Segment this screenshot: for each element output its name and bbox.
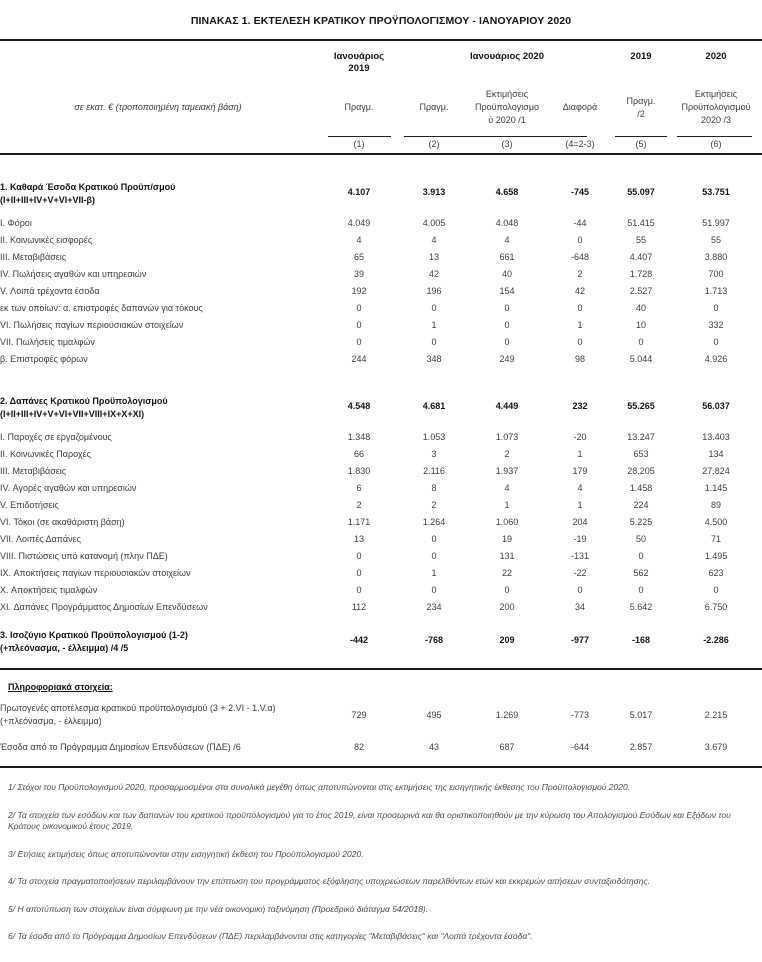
section-title-line: 3. Ισοζύγιο Κρατικού Προϋπολογισμού (1-2) bbox=[0, 630, 188, 640]
row-label bbox=[0, 694, 316, 732]
sub-header-line: Προϋπολογισμού bbox=[681, 102, 751, 112]
value-cell: 55.265 bbox=[627, 401, 655, 411]
footnotes bbox=[0, 768, 762, 943]
value-cell: 495 bbox=[426, 710, 442, 720]
value-cell: 1.060 bbox=[495, 516, 519, 527]
table-row bbox=[0, 428, 762, 445]
value-cell: 4 bbox=[504, 234, 510, 245]
table-row bbox=[0, 214, 762, 231]
table-row bbox=[0, 248, 762, 265]
value-cell: 4 bbox=[356, 234, 362, 245]
sub-header-line: Προϋπολογισμο bbox=[474, 102, 540, 112]
table-row bbox=[0, 231, 762, 248]
col-group-line: Ιανουάριος bbox=[333, 51, 385, 62]
value-cell: 4.548 bbox=[347, 401, 371, 411]
row-label-line: (+πλεόνασμα, - έλλειμμα) bbox=[0, 716, 102, 726]
section-formula-line: (I+II+III+IV+V+VI+VII+VIII+IX+X+XI) bbox=[0, 408, 145, 419]
value-cell: 0 bbox=[431, 533, 437, 544]
row-label: Έσοδα από το Πρόγραμμα Δημοσίων Επενδύσεων (ΠΔΕ) /6 bbox=[0, 732, 316, 767]
section-formula-line: (I+II+III+IV+V+VI+VII-β) bbox=[0, 194, 96, 205]
value-cell: 0 bbox=[577, 584, 583, 595]
value-cell: 2.116 bbox=[423, 465, 445, 476]
value-cell: 4.049 bbox=[347, 217, 371, 228]
unit-label: σε εκατ. € (τροποποιημένη ταμειακή βάση) bbox=[74, 102, 242, 112]
value-cell: 4.107 bbox=[347, 187, 371, 197]
row-label: VIII. Πιστώσεις υπό κατανομή (πλην ΠΔΕ) bbox=[0, 550, 168, 561]
value-cell: 4.005 bbox=[422, 217, 446, 228]
row-label: V. Επιδοτήσεις bbox=[0, 499, 59, 510]
section-2-header-row bbox=[0, 395, 762, 420]
row-label: III. Μεταβιβάσεις bbox=[0, 465, 67, 476]
value-cell: 0 bbox=[356, 584, 362, 595]
value-cell: 196 bbox=[426, 285, 442, 296]
value-cell: 8 bbox=[431, 482, 437, 493]
row-label: XI. Δαπάνες Προγράμματος Δημοσίων Επενδύσεων bbox=[0, 601, 208, 612]
value-cell: 192 bbox=[351, 285, 367, 296]
table-row bbox=[0, 547, 762, 564]
value-cell: 0 bbox=[431, 550, 437, 561]
table-row bbox=[0, 513, 762, 530]
row-label: εκ των οποίων: α. επιστροφές δαπανών για τόκους bbox=[0, 302, 203, 313]
value-cell: 0 bbox=[431, 336, 437, 347]
value-cell: 0 bbox=[504, 584, 510, 595]
value-cell: 13.247 bbox=[627, 431, 655, 442]
row-label: IV. Πωλήσεις αγαθών και υπηρεσιών bbox=[0, 268, 147, 279]
info-row bbox=[0, 732, 762, 767]
value-cell: 22 bbox=[501, 567, 512, 578]
table-row bbox=[0, 299, 762, 316]
footnote-5: 5/ Η αποτύπωση των στοιχείων είναι σύμφωνη με την νέα οικονομική ταξινόμηση (Προεδρικό διάταγμα 54/2018). bbox=[8, 903, 429, 914]
value-cell: 19 bbox=[501, 533, 512, 544]
table-row bbox=[0, 282, 762, 299]
section-1-header-row bbox=[0, 181, 762, 206]
value-cell: 1.073 bbox=[495, 431, 519, 442]
row-label: VII. Λοιπές Δαπάνες bbox=[0, 533, 81, 544]
value-cell: 56.037 bbox=[702, 401, 730, 411]
value-cell: 51.415 bbox=[627, 217, 655, 228]
value-cell: 131 bbox=[499, 550, 515, 561]
value-cell: 0 bbox=[577, 336, 583, 347]
value-cell: 2.215 bbox=[704, 710, 728, 720]
value-cell: 40 bbox=[635, 302, 646, 313]
value-cell: 0 bbox=[504, 336, 510, 347]
value-cell: 1.053 bbox=[422, 431, 446, 442]
value-cell: 0 bbox=[713, 584, 719, 595]
value-cell: 1 bbox=[577, 499, 583, 510]
value-cell: 1.713 bbox=[704, 285, 728, 296]
sub-header-pragm-1: Πραγμ. bbox=[344, 102, 374, 112]
section-title bbox=[0, 629, 316, 669]
value-cell: 249 bbox=[499, 353, 515, 364]
info-heading-row bbox=[0, 669, 762, 694]
value-cell: 3.913 bbox=[422, 187, 446, 197]
value-cell: -19 bbox=[573, 533, 587, 544]
value-cell: -2.286 bbox=[670, 629, 762, 669]
section-title-line: 2. Δαπάνες Κρατικού Προϋπολογισμού bbox=[0, 396, 168, 406]
sub-header-difference: Διαφορά bbox=[562, 102, 598, 112]
value-cell: 661 bbox=[499, 251, 515, 262]
table-row bbox=[0, 598, 762, 615]
value-cell: -768 bbox=[402, 629, 466, 669]
value-cell: -773 bbox=[570, 710, 589, 720]
value-cell: 1 bbox=[577, 448, 583, 459]
value-cell: 1 bbox=[577, 319, 583, 330]
value-cell: 53.751 bbox=[702, 187, 730, 197]
info-row bbox=[0, 694, 762, 732]
section-formula-line: (+πλεόνασμα, - έλλειμμα) /4 /5 bbox=[0, 642, 129, 653]
section-title bbox=[0, 395, 316, 420]
value-cell: 1.830 bbox=[347, 465, 371, 476]
value-cell: 43 bbox=[402, 732, 466, 767]
sub-header-line: ύ 2020 /1 bbox=[488, 115, 526, 125]
value-cell: 4 bbox=[504, 482, 510, 493]
value-cell: 42 bbox=[574, 285, 585, 296]
value-cell: 687 bbox=[466, 732, 548, 767]
value-cell: 42 bbox=[428, 268, 439, 279]
value-cell: 55 bbox=[710, 234, 721, 245]
value-cell: 179 bbox=[572, 465, 588, 476]
value-cell: 0 bbox=[638, 584, 644, 595]
table-row bbox=[0, 479, 762, 496]
value-cell: -442 bbox=[316, 629, 402, 669]
table-row bbox=[0, 316, 762, 333]
col-number: (5) bbox=[612, 137, 670, 154]
value-cell: -977 bbox=[548, 629, 612, 669]
value-cell: 1.458 bbox=[629, 482, 653, 493]
value-cell: 34 bbox=[574, 601, 585, 612]
value-cell: 1 bbox=[431, 319, 437, 330]
value-cell: 5.225 bbox=[629, 516, 653, 527]
row-label: IX. Αποκτήσεις παγίων περιουσιακών στοιχείων bbox=[0, 567, 191, 578]
col-number: (1) bbox=[316, 137, 402, 154]
value-cell: 623 bbox=[708, 567, 724, 578]
info-heading: Πληροφοριακά στοιχεία: bbox=[8, 682, 113, 692]
value-cell: 89 bbox=[710, 499, 721, 510]
table-row bbox=[0, 496, 762, 513]
row-label: VI. Πωλήσεις παγίων περιουσιακών στοιχείων bbox=[0, 319, 184, 330]
row-label: I. Φόροι bbox=[0, 217, 32, 228]
value-cell: 4 bbox=[431, 234, 437, 245]
value-cell: 729 bbox=[351, 710, 367, 720]
section-title-line: 1. Καθαρά Έσοδα Κρατικού Προϋπ/σμού bbox=[0, 182, 176, 192]
value-cell: 332 bbox=[708, 319, 724, 330]
table-row bbox=[0, 564, 762, 581]
value-cell: 1.269 bbox=[495, 710, 519, 720]
sub-header-line: /2 bbox=[637, 108, 645, 119]
value-cell: 1 bbox=[504, 499, 510, 510]
row-label: II. Κοινωνικές εισφορές bbox=[0, 234, 93, 245]
value-cell: 0 bbox=[356, 567, 362, 578]
value-cell: 13 bbox=[428, 251, 439, 262]
table-row bbox=[0, 333, 762, 350]
value-cell: 2 bbox=[577, 268, 583, 279]
value-cell: 562 bbox=[633, 567, 649, 578]
info-heading-cell bbox=[0, 669, 762, 694]
value-cell: 204 bbox=[572, 516, 588, 527]
column-group-row bbox=[0, 40, 762, 84]
value-cell: 55 bbox=[635, 234, 646, 245]
col-number: (4=2-3) bbox=[548, 137, 612, 154]
value-cell: 3 bbox=[431, 448, 437, 459]
value-cell: -168 bbox=[612, 629, 670, 669]
value-cell: 0 bbox=[356, 550, 362, 561]
col-group-jan-2019 bbox=[316, 40, 402, 84]
row-label: X. Αποκτήσεις τιμαλφών bbox=[0, 584, 98, 595]
sub-header-pragm-2: Πραγμ. bbox=[419, 102, 449, 112]
footnote-2: 2/ Τα στοιχεία των εσόδων και των δαπανών του κρατικού προϋπολογισμού για το έτος 2019, είναι προσωρινά και θα οριστικοποιηθούν με την κύρωση του Απολογισμού Εσόδων και Εξόδων του Κράτους οικονομικού έτους 2019. bbox=[8, 809, 731, 831]
row-label: II. Κοινωνικές Παροχές bbox=[0, 448, 91, 459]
value-cell: 0 bbox=[577, 302, 583, 313]
value-cell: -20 bbox=[573, 431, 587, 442]
value-cell: 3.679 bbox=[670, 732, 762, 767]
value-cell: 51.997 bbox=[702, 217, 730, 228]
value-cell: 5.017 bbox=[629, 710, 653, 720]
value-cell: 2 bbox=[504, 448, 510, 459]
value-cell: -44 bbox=[573, 217, 587, 228]
value-cell: 134 bbox=[708, 448, 724, 459]
sub-header-estimates-2020-3 bbox=[670, 84, 762, 135]
column-number-row bbox=[0, 137, 762, 154]
value-cell: 0 bbox=[504, 319, 510, 330]
value-cell: 0 bbox=[504, 302, 510, 313]
value-cell: 4.048 bbox=[495, 217, 519, 228]
value-cell: 98 bbox=[574, 353, 585, 364]
value-cell: -131 bbox=[570, 550, 589, 561]
value-cell: -648 bbox=[570, 251, 589, 262]
value-cell: 55.097 bbox=[627, 187, 655, 197]
value-cell: 4 bbox=[577, 482, 583, 493]
budget-table bbox=[0, 39, 762, 768]
value-cell: 232 bbox=[572, 401, 588, 411]
sub-header-line: Εκτιμήσεις bbox=[694, 89, 738, 99]
table-row bbox=[0, 445, 762, 462]
col-group-line: 2019 bbox=[348, 62, 370, 74]
value-cell: 0 bbox=[431, 302, 437, 313]
value-cell: 700 bbox=[708, 268, 724, 279]
value-cell: 348 bbox=[426, 353, 442, 364]
value-cell: 244 bbox=[351, 353, 367, 364]
value-cell: 653 bbox=[633, 448, 649, 459]
table-row bbox=[0, 350, 762, 367]
value-cell: 1.171 bbox=[347, 516, 371, 527]
sub-header-line: Εκτιμήσεις bbox=[485, 89, 529, 99]
value-cell: 6.750 bbox=[704, 601, 728, 612]
value-cell: 5.044 bbox=[629, 353, 653, 364]
value-cell: 209 bbox=[466, 629, 548, 669]
sub-header-estimates-2020-1 bbox=[466, 84, 548, 135]
value-cell: 0 bbox=[431, 584, 437, 595]
row-label: V. Λοιπά τρέχοντα έσοδα bbox=[0, 285, 100, 296]
value-cell: 71 bbox=[710, 533, 721, 544]
value-cell: 1.348 bbox=[347, 431, 371, 442]
value-cell: 4.407 bbox=[629, 251, 653, 262]
value-cell: 13 bbox=[353, 533, 364, 544]
value-cell: 65 bbox=[353, 251, 364, 262]
value-cell: 234 bbox=[426, 601, 442, 612]
value-cell: 2 bbox=[431, 499, 437, 510]
col-group-jan-2020: Ιανουάριος 2020 bbox=[470, 51, 544, 62]
value-cell: 0 bbox=[713, 336, 719, 347]
value-cell: 1.264 bbox=[422, 516, 446, 527]
value-cell: 112 bbox=[351, 601, 367, 612]
sub-header-line: Πραγμ. bbox=[626, 95, 656, 106]
value-cell: 0 bbox=[638, 550, 644, 561]
value-cell: -22 bbox=[573, 567, 587, 578]
value-cell: 2 bbox=[356, 499, 362, 510]
value-cell: 0 bbox=[356, 319, 362, 330]
row-label-line: Πρωτογενές αποτέλεσμα κρατικού προϋπολογισμού (3 + 2.VI - 1.V.α) bbox=[0, 703, 276, 713]
value-cell: -644 bbox=[548, 732, 612, 767]
row-label: β. Επιστροφές φόρων bbox=[0, 353, 88, 364]
col-group-2019: 2019 bbox=[630, 51, 652, 62]
value-cell: 4.658 bbox=[495, 187, 519, 197]
value-cell: 82 bbox=[316, 732, 402, 767]
value-cell: 1.728 bbox=[629, 268, 653, 279]
row-label: VI. Τόκοι (σε ακαθάριστη βάση) bbox=[0, 516, 125, 527]
value-cell: 5.642 bbox=[629, 601, 653, 612]
footnote-3: 3/ Ετήσιες εκτιμήσεις όπως αποτυπώνονται στην εισηγητική έκθεση του Προϋπολογισμού 2020. bbox=[8, 848, 364, 859]
section-title bbox=[0, 181, 316, 206]
value-cell: 0 bbox=[356, 302, 362, 313]
value-cell: 1.495 bbox=[704, 550, 728, 561]
footnote-6: 6/ Τα έσοδα από το Πρόγραμμα Δημοσίων Επενδύσεων (ΠΔΕ) περιλαμβάνονται στις κατηγορίες "Μεταβιβάσεις" και "Λοιπά τρέχοντα έσοδα". bbox=[8, 931, 533, 941]
value-cell: 1.937 bbox=[495, 465, 519, 476]
value-cell: 0 bbox=[356, 336, 362, 347]
empty-cell bbox=[0, 137, 316, 154]
empty-corner-cell bbox=[0, 40, 316, 84]
value-cell: 200 bbox=[499, 601, 515, 612]
row-label: I. Παροχές σε εργαζομένους bbox=[0, 431, 112, 442]
section-3-balance-row bbox=[0, 629, 762, 669]
sub-header-pragm-3 bbox=[612, 84, 670, 135]
value-cell: 13.403 bbox=[702, 431, 730, 442]
table-row bbox=[0, 265, 762, 282]
value-cell: 0 bbox=[577, 234, 583, 245]
footnote-4: 4/ Τα στοιχεία πραγματοποιήσεων περιλαμβάνουν την επίπτωση του προγράμματος εξόφλησης υποχρεώσεων παρελθόντων ετών και εκκρεμών αιτήσεων συνταξιοδότησης. bbox=[8, 876, 650, 886]
footnote-1: 1/ Στόχοι του Προϋπολογισμού 2020, προσαρμοσμένοι στα συνολικά μεγέθη όπως αποτυπώνονται στις εκτιμήσεις της εισηγητικής έκθεσης του Προϋπολογισμού 2020. bbox=[8, 782, 631, 792]
value-cell: 154 bbox=[499, 285, 515, 296]
row-label: IV. Αγορές αγαθών και υπηρεσιών bbox=[0, 482, 137, 493]
table-row bbox=[0, 530, 762, 547]
value-cell: -745 bbox=[570, 187, 589, 197]
value-cell: 66 bbox=[353, 448, 364, 459]
sub-header-row bbox=[0, 84, 762, 135]
value-cell: 39 bbox=[353, 268, 364, 279]
value-cell: 0 bbox=[713, 302, 719, 313]
value-cell: 4.681 bbox=[422, 401, 446, 411]
value-cell: 50 bbox=[635, 533, 646, 544]
value-cell: 40 bbox=[501, 268, 512, 279]
sub-header-line: 2020 /3 bbox=[700, 115, 732, 125]
row-label: VII. Πωλήσεις τιμαλφών bbox=[0, 336, 95, 347]
value-cell: 2.527 bbox=[629, 285, 653, 296]
value-cell: 0 bbox=[638, 336, 644, 347]
value-cell: 3.880 bbox=[704, 251, 728, 262]
page-title: ΠΙΝΑΚΑΣ 1. ΕΚΤΕΛΕΣΗ ΚΡΑΤΙΚΟΥ ΠΡΟΫΠΟΛΟΓΙΣΜΟΥ - ΙΑΝΟΥΑΡΙΟΥ 2020 bbox=[190, 15, 572, 27]
value-cell: 224 bbox=[633, 499, 649, 510]
value-cell: 10 bbox=[635, 319, 646, 330]
value-cell: 1.145 bbox=[704, 482, 728, 493]
col-number: (6) bbox=[670, 137, 762, 154]
col-number: (2) bbox=[402, 137, 466, 154]
value-cell: 1 bbox=[431, 567, 437, 578]
col-group-2020: 2020 bbox=[705, 51, 727, 62]
value-cell: 4.926 bbox=[704, 353, 728, 364]
table-row bbox=[0, 462, 762, 479]
value-cell: 4.449 bbox=[495, 401, 519, 411]
value-cell: 2.857 bbox=[612, 732, 670, 767]
row-label: III. Μεταβιβάσεις bbox=[0, 251, 67, 262]
col-number: (3) bbox=[466, 137, 548, 154]
value-cell: 4.500 bbox=[704, 516, 728, 527]
table-row bbox=[0, 581, 762, 598]
value-cell: 28.205 bbox=[627, 465, 655, 476]
value-cell: 6 bbox=[356, 482, 362, 493]
value-cell: 27.824 bbox=[702, 465, 730, 476]
